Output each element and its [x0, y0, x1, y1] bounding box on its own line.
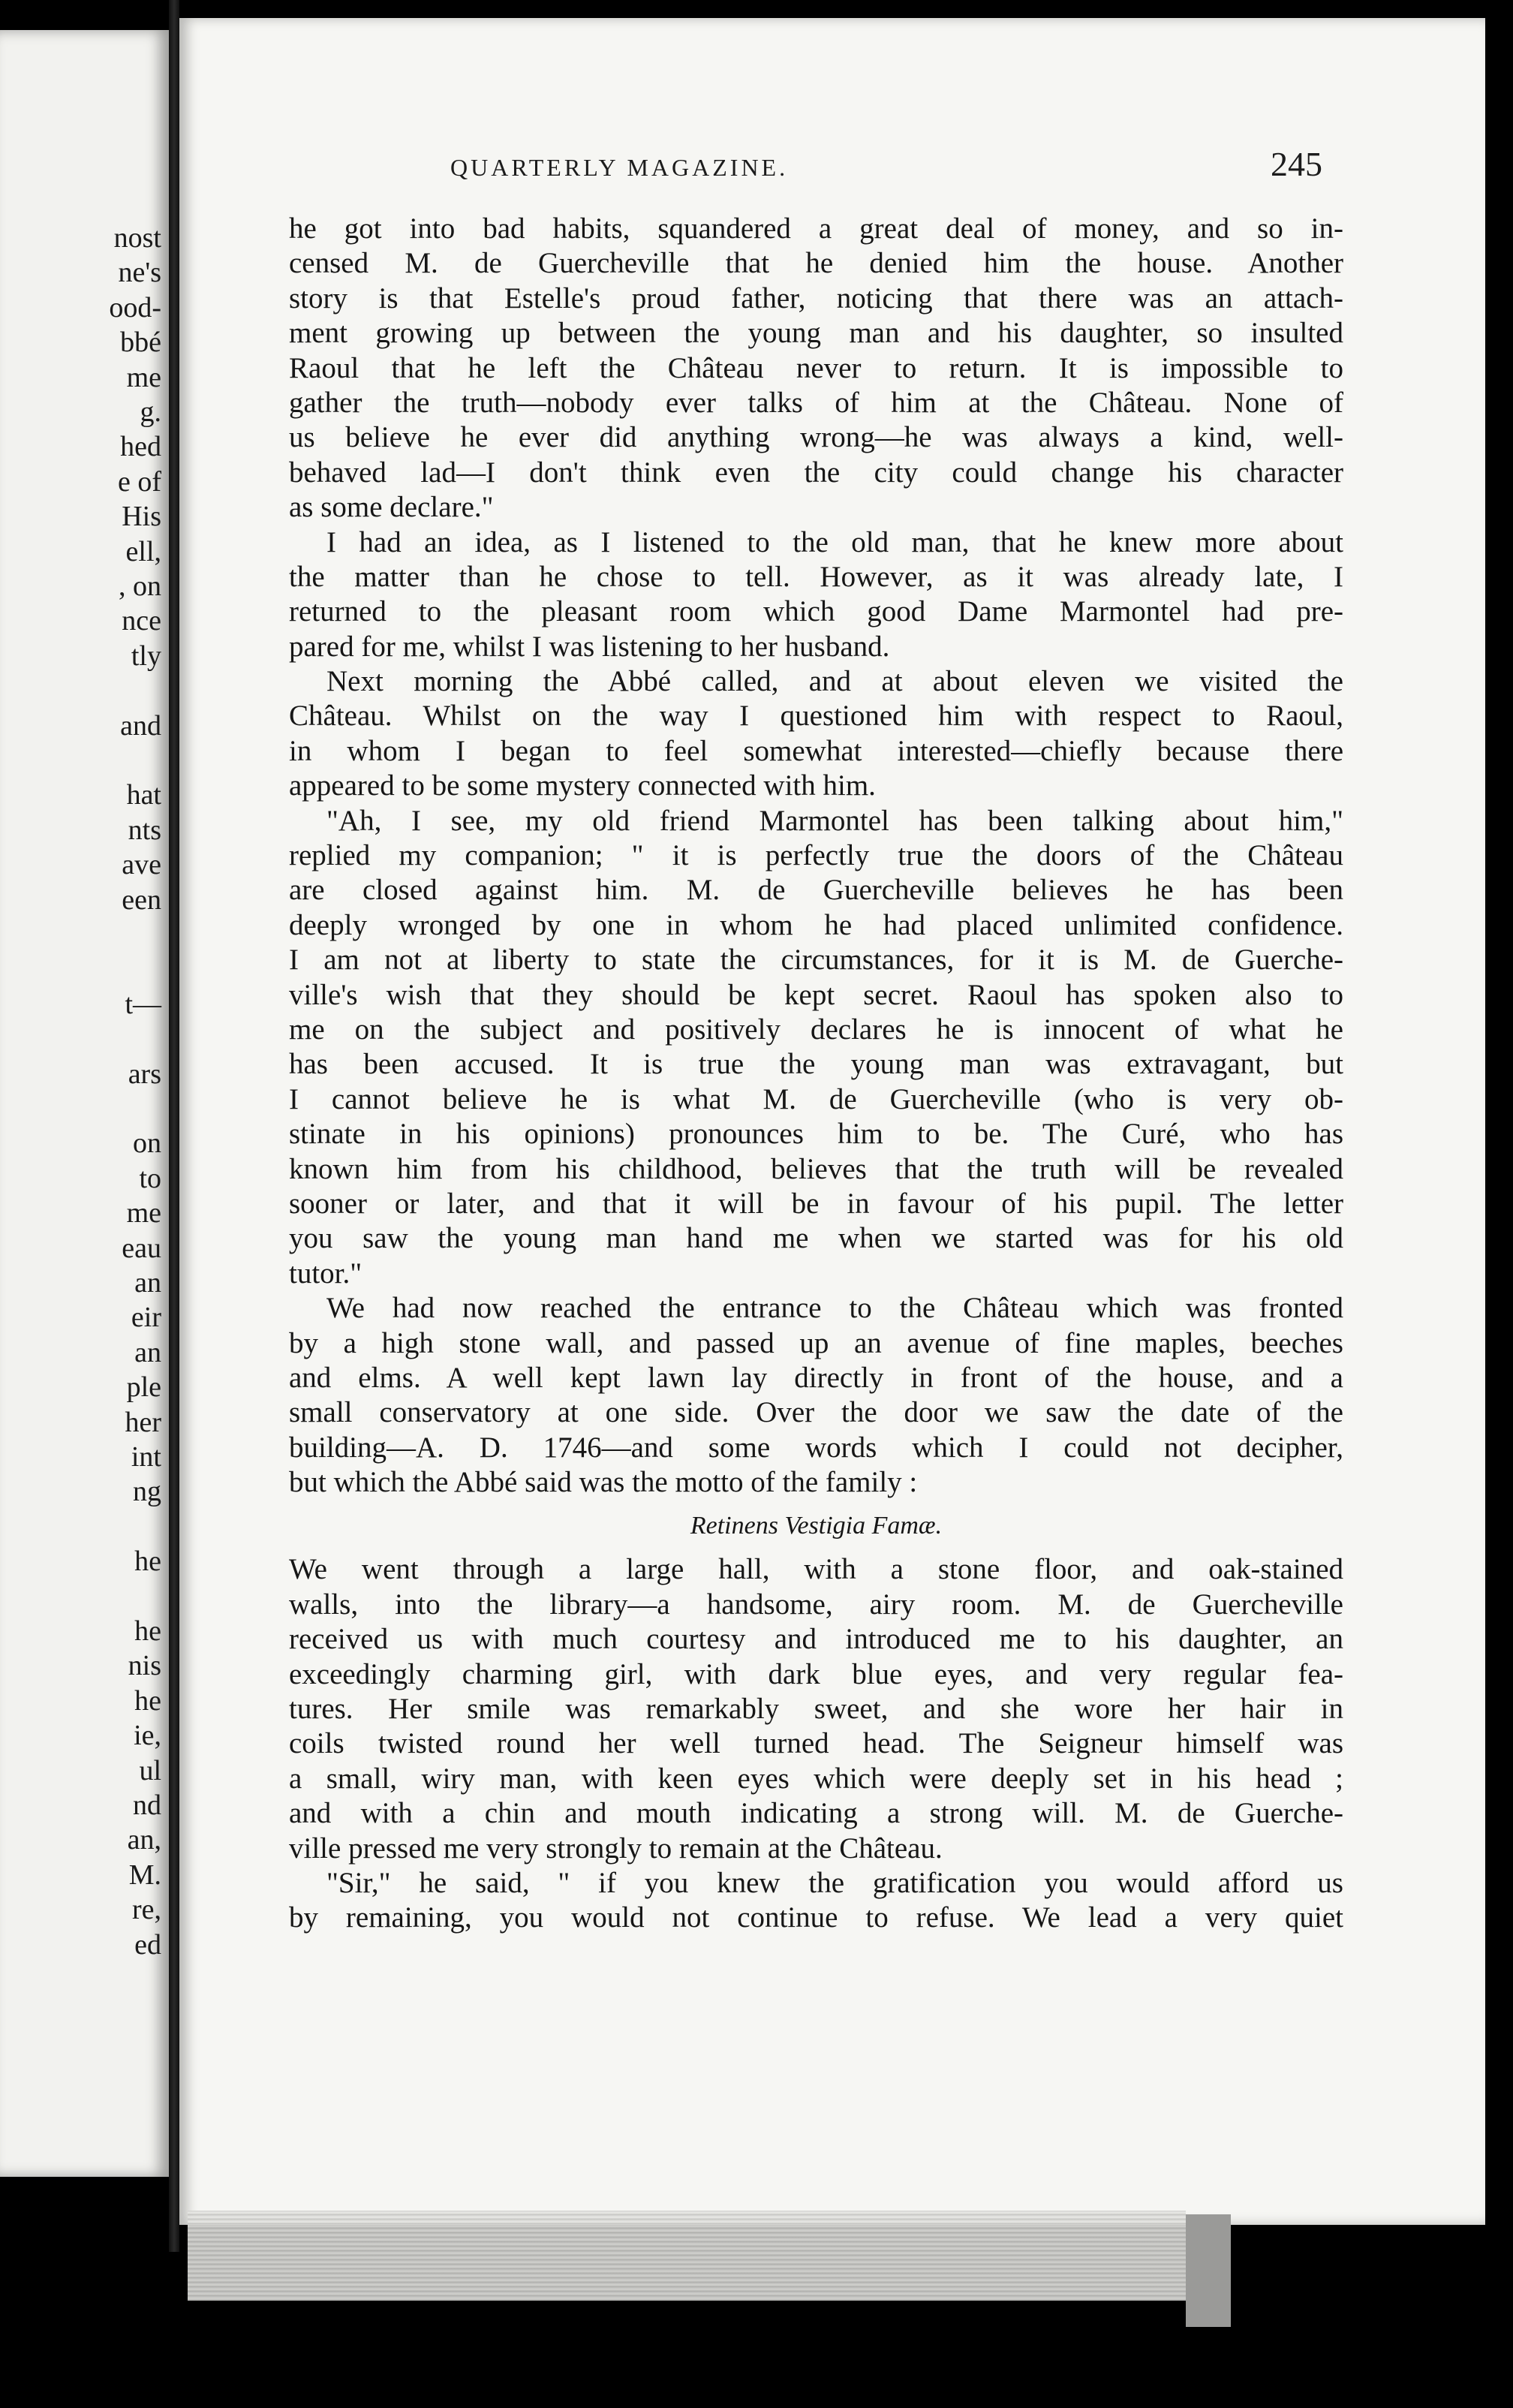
text-line: replied my companion; " it is perfectly true the doors of the Château [289, 839, 1343, 872]
text-line: me on the subject and positively declares he is innocent of what he [289, 1013, 1343, 1046]
page-stack-edge [188, 2211, 1186, 2301]
previous-page-text-fragment: een [122, 883, 161, 916]
text-line: he got into bad habits, squandered a great deal of money, and so in- [289, 212, 1343, 245]
previous-page-text-fragment: an [134, 1267, 161, 1299]
text-line: We had now reached the entrance to the Château which was fronted [326, 1292, 1343, 1325]
book-gutter [169, 0, 179, 2252]
previous-page-text-fragment: ne's [118, 257, 161, 289]
text-line: "Sir," he said, " if you knew the gratification you would afford us [326, 1866, 1343, 1899]
text-line: as some declare." [289, 491, 494, 524]
previous-page-text-fragment: bbé [120, 327, 161, 359]
text-line: returned to the pleasant room which good Dame Marmontel had pre- [289, 595, 1343, 628]
previous-page-text-fragment: hat [126, 779, 161, 811]
text-line: I am not at liberty to state the circumstances, for it is M. de Guerche- [289, 944, 1343, 977]
previous-page-text-fragment: nis [128, 1650, 161, 1682]
previous-page-text-fragment: nts [128, 814, 161, 846]
text-line: by remaining, you would not continue to refuse. We lead a very quiet [289, 1901, 1343, 1934]
previous-page-text-fragment: eir [131, 1302, 161, 1334]
text-line: ment growing up between the young man and his daughter, so insulted [289, 317, 1343, 350]
previous-page-text-fragment: he [134, 1615, 161, 1647]
previous-page-text-fragment: hed [120, 431, 161, 463]
previous-page-text-fragment: His [122, 501, 161, 533]
previous-page-text-fragment: tly [131, 640, 161, 672]
text-line: gather the truth—nobody ever talks of him at the Château. None of [289, 386, 1343, 419]
text-line: deeply wronged by one in whom he had placed unlimited confidence. [289, 908, 1343, 941]
previous-page-text-fragment: me [126, 1197, 161, 1230]
text-line: known him from his childhood, believes that the truth will be revealed [289, 1152, 1343, 1185]
page-body-text [289, 212, 1343, 1936]
previous-page-text-fragment: g. [140, 396, 161, 428]
previous-page-text-fragment: int [131, 1441, 161, 1473]
text-line: received us with much courtesy and introduced me to his daughter, an [289, 1623, 1343, 1656]
previous-page-text-fragment: ave [122, 849, 161, 881]
previous-page-text-fragment: nost [113, 222, 161, 254]
text-line: stinate in his opinions) pronounces him to be. The Curé, who has [289, 1118, 1343, 1151]
text-line: Next morning the Abbé called, and at about eleven we visited the [326, 665, 1343, 698]
text-line: Raoul that he left the Château never to return. It is impossible to [289, 351, 1343, 384]
page-stack-shadow [1186, 2214, 1231, 2327]
previous-page-text-fragment: he [134, 1546, 161, 1578]
previous-page-text-fragment: an, [127, 1824, 161, 1856]
previous-page-text-fragment: and [120, 709, 161, 742]
previous-page-text-fragment: ars [128, 1058, 161, 1090]
previous-page-text-fragment: eau [122, 1232, 161, 1264]
previous-page-text-fragment: her [125, 1406, 161, 1438]
previous-page-text-fragment: ie, [134, 1720, 161, 1752]
text-line: the matter than he chose to tell. However, as it was already late, I [289, 560, 1343, 593]
previous-page-text-fragment: ple [126, 1371, 161, 1404]
text-line: story is that Estelle's proud father, noticing that there was an attach- [289, 281, 1343, 315]
text-line: I had an idea, as I listened to the old man, that he knew more about [326, 525, 1343, 558]
family-motto: Retinens Vestigia Famæ. [690, 1512, 943, 1540]
previous-page-text-fragment: he [134, 1684, 161, 1717]
previous-page-text-fragment: on [133, 1127, 161, 1160]
previous-page-text-fragment: to [139, 1162, 161, 1194]
text-line: Château. Whilst on the way I questioned him with respect to Raoul, [289, 700, 1343, 733]
previous-page-text-fragment: nce [122, 605, 161, 637]
text-line: building—A. D. 1746—and some words which I could not decipher, [289, 1431, 1343, 1464]
text-line: ville's wish that they should be kept secret. Raoul has spoken also to [289, 978, 1343, 1011]
text-line: by a high stone wall, and passed up an avenue of fine maples, beeches [289, 1326, 1343, 1359]
text-line: walls, into the library—a handsome, airy room. M. de Guercheville [289, 1588, 1343, 1621]
text-line: "Ah, I see, my old friend Marmontel has been talking about him," [326, 804, 1343, 837]
text-line: exceedingly charming girl, with dark blue eyes, and very regular fea- [289, 1657, 1343, 1690]
previous-page-text-fragment: ood- [109, 291, 161, 324]
previous-page-text-fragment: M. [128, 1859, 161, 1891]
text-line: pared for me, whilst I was listening to her husband. [289, 630, 890, 663]
text-line: has been accused. It is true the young man was extravagant, but [289, 1048, 1343, 1081]
text-line: We went through a large hall, with a stone floor, and oak-stained [289, 1553, 1343, 1586]
text-line: coils twisted round her well turned head. The Seigneur himself was [289, 1727, 1343, 1760]
previous-page-text-fragment: ng [133, 1476, 161, 1508]
text-line: ville pressed me very strongly to remain at the Château. [289, 1832, 943, 1865]
text-line: tures. Her smile was remarkably sweet, and she wore her hair in [289, 1693, 1343, 1726]
running-head: QUARTERLY MAGAZINE. [450, 154, 789, 181]
previous-page-edge [0, 30, 169, 2177]
text-line: in whom I began to feel somewhat interested—chiefly because there [289, 734, 1343, 767]
previous-page-text-fragment: re, [131, 1894, 161, 1926]
text-line: us believe he ever did anything wrong—he was always a kind, well- [289, 421, 1343, 454]
previous-page-text-fragment: me [126, 361, 161, 393]
text-line: appeared to be some mystery connected with him. [289, 769, 876, 802]
previous-page-text-fragment: nd [133, 1789, 161, 1821]
text-line: censed M. de Guercheville that he denied him the house. Another [289, 247, 1343, 280]
previous-page-text-fragment: an [134, 1336, 161, 1368]
text-line: and elms. A well kept lawn lay directly in front of the house, and a [289, 1361, 1343, 1394]
previous-page-text-fragment: ed [134, 1928, 161, 1961]
text-line: small conservatory at one side. Over the door we saw the date of the [289, 1396, 1343, 1429]
page-number: 245 [1271, 145, 1322, 183]
text-line: and with a chin and mouth indicating a strong will. M. de Guerche- [289, 1797, 1343, 1830]
text-line: tutor." [289, 1257, 362, 1290]
text-line: behaved lad—I don't think even the city could change his character [289, 456, 1343, 489]
text-line: but which the Abbé said was the motto of the family : [289, 1466, 918, 1499]
text-line: a small, wiry man, with keen eyes which were deeply set in his head ; [289, 1762, 1343, 1795]
previous-page-text-fragment: , on [119, 570, 161, 602]
previous-page-text-fragment: t— [125, 988, 161, 1020]
text-line: you saw the young man hand me when we started was for his old [289, 1222, 1343, 1255]
text-line: sooner or later, and that it will be in favour of his pupil. The letter [289, 1187, 1343, 1220]
previous-page-text-fragment: ul [139, 1754, 161, 1786]
text-line: are closed against him. M. de Guercheville believes he has been [289, 874, 1343, 907]
text-line: I cannot believe he is what M. de Guercheville (who is very ob- [289, 1082, 1343, 1115]
previous-page-text-fragment: e of [117, 465, 161, 498]
previous-page-text-fragment: ell, [125, 535, 161, 567]
